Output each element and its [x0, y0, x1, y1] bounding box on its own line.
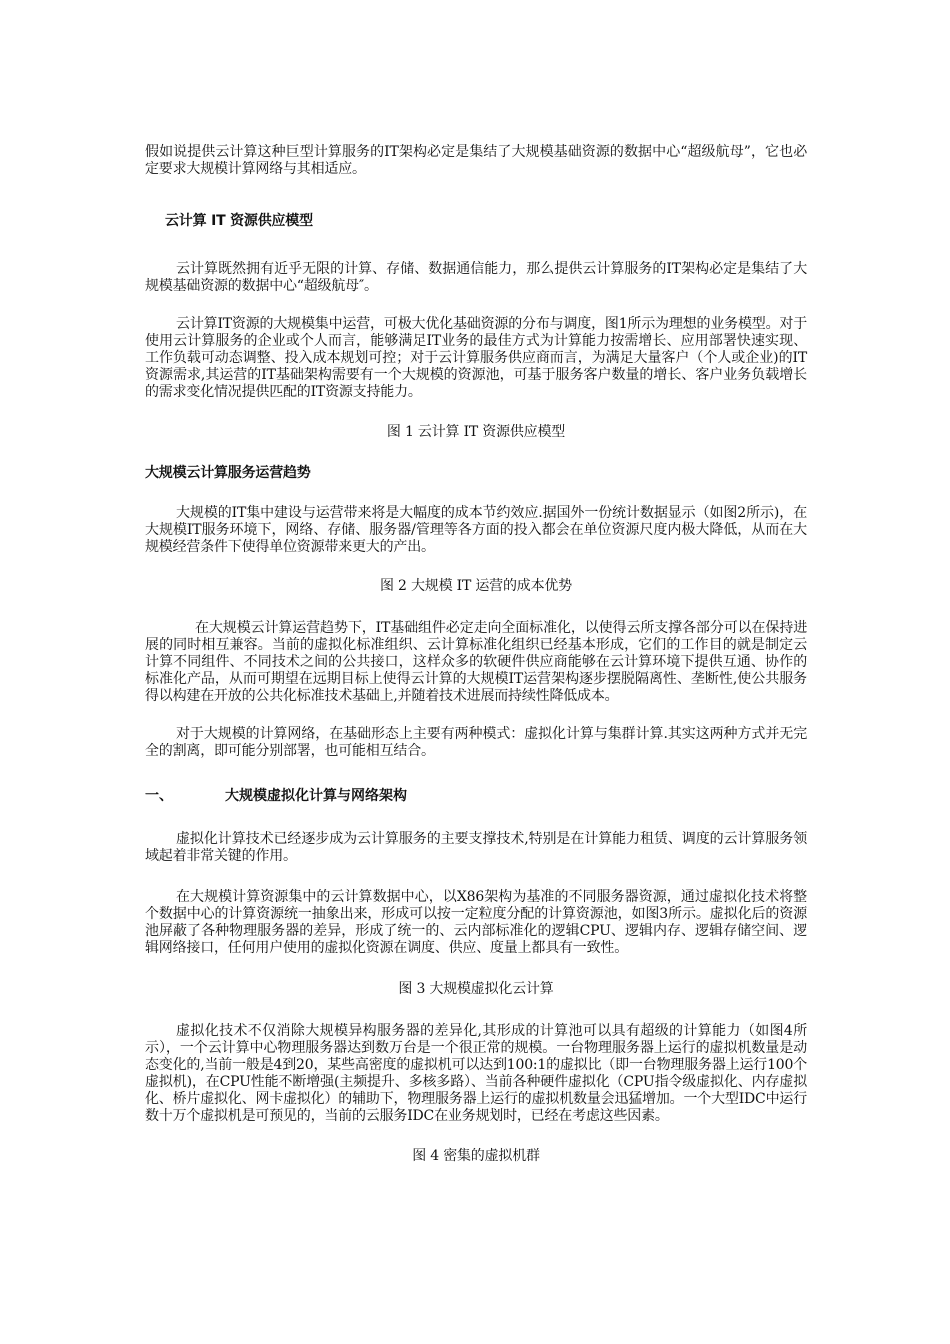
section-title: 大规模虚拟化计算与网络架构 — [225, 788, 407, 804]
figure-1-caption: 图 1 云计算 IT 资源供应模型 — [386, 424, 566, 440]
figure-2-caption: 图 2 大规模 IT 运营的成本优势 — [380, 578, 572, 594]
trend-paragraph-1: 大规模的IT集中建设与运营带来将是大幅度的成本节约效应.据国外一份统计数据显示（如图2所示)，在大规模IT服务环境下，网络、存储、服务器/管理等各方面的投入都会在单位资源尺度内极大降低，从而在大规模经营条件下使得单位资源带来更大的产出。 — [145, 505, 807, 555]
section-heading-trend: 大规模云计算服务运营趋势 — [145, 465, 311, 481]
intro-paragraph: 假如说提供云计算这种巨型计算服务的IT架构必定是集结了大规模基础资源的数据中心“超级航母”，它也必定要求大规模计算网络与其相适应。 — [145, 144, 807, 177]
virtualization-paragraph-3: 虚拟化技术不仅消除大规模异构服务器的差异化,其形成的计算池可以具有超级的计算能力（如图4所示），一个云计算中心物理服务器达到数万台是一个很正常的规模。一台物理服务器上运行的虚拟机数量是动态变化的,当前一般是4到20，某些高密度的虚拟机可以达到100:1的虚拟比（即一台物理服务器上运行100个虚拟机)，在CPU性能不断增强(主频提升、多核多路）、当前各种硬件虚拟化（CPU指令级虚拟化、内存虚拟化、桥片虚拟化、网卡虚拟化）的辅助下，物理服务器上运行的虚拟机数量会迅猛增加。一个大型IDC中运行数十万个虚拟机是可预见的，当前的云服务IDC在业务规划时，已经在考虑这些因素。 — [145, 1023, 807, 1124]
supply-paragraph-1: 云计算既然拥有近乎无限的计算、存储、数据通信能力，那么提供云计算服务的IT架构必定是集结了大规模基础资源的数据中心“超级航母″。 — [145, 261, 807, 294]
section-number: 一、 — [145, 788, 173, 804]
figure-3-caption: 图 3 大规模虚拟化云计算 — [398, 981, 554, 997]
virtualization-paragraph-1: 虚拟化计算技术已经逐步成为云计算服务的主要支撑技术,特别是在计算能力租赁、调度的云计算服务领域起着非常关键的作用。 — [145, 831, 807, 864]
trend-paragraph-2: 在大规模云计算运营趋势下，IT基础组件必定走向全面标准化，以使得云所支撑各部分可以在保持进展的同时相互兼容。当前的虚拟化标准组织、云计算标准化组织已经基本形成，它们的工作目的就是制定云计算不同组件、不同技术之间的公共接口，这样众多的软硬件供应商能够在云计算环境下提供互通、协作的标准化产品，从而可期望在远期目标上使得云计算的大规模IT运营架构逐步摆脱隔离性、垄断性,使公共服务得以构建在开放的公共化标准技术基础上,并随着技术进展而持续性降低成本。 — [145, 620, 807, 704]
supply-paragraph-2: 云计算IT资源的大规模集中运营，可极大优化基础资源的分布与调度，图1所示为理想的业务模型。对于使用云计算服务的企业或个人而言，能够满足IT业务的最佳方式为计算能力按需增长、应用部署快速实现、工作负载可动态调整、投入成本规划可控；对于云计算服务供应商而言，为满足大量客户（个人或企业)的IT资源需求,其运营的IT基础架构需要有一个大规模的资源池，可基于服务客户数量的增长、客户业务负载增长的需求变化情况提供匹配的IT资源支持能力。 — [145, 316, 807, 400]
numbered-section-heading — [145, 788, 807, 805]
section-heading-supply-model: 云计算 IT 资源供应模型 — [165, 213, 313, 229]
trend-paragraph-3: 对于大规模的计算网络，在基础形态上主要有两种模式：虚拟化计算与集群计算.其实这两种方式并无完全的割离，即可能分别部署，也可能相互结合。 — [145, 726, 807, 759]
figure-4-caption: 图 4 密集的虚拟机群 — [412, 1148, 540, 1164]
virtualization-paragraph-2: 在大规模计算资源集中的云计算数据中心，以X86架构为基准的不同服务器资源，通过虚拟化技术将整个数据中心的计算资源统一抽象出来，形成可以按一定粒度分配的计算资源池，如图3所示。虚拟化后的资源池屏蔽了各种物理服务器的差异，形成了统一的、云内部标准化的逻辑CPU、逻辑内存、逻辑存储空间、逻辑网络接口，任何用户使用的虚拟化资源在调度、供应、度量上都具有一致性。 — [145, 889, 807, 956]
document-page — [145, 144, 807, 1165]
